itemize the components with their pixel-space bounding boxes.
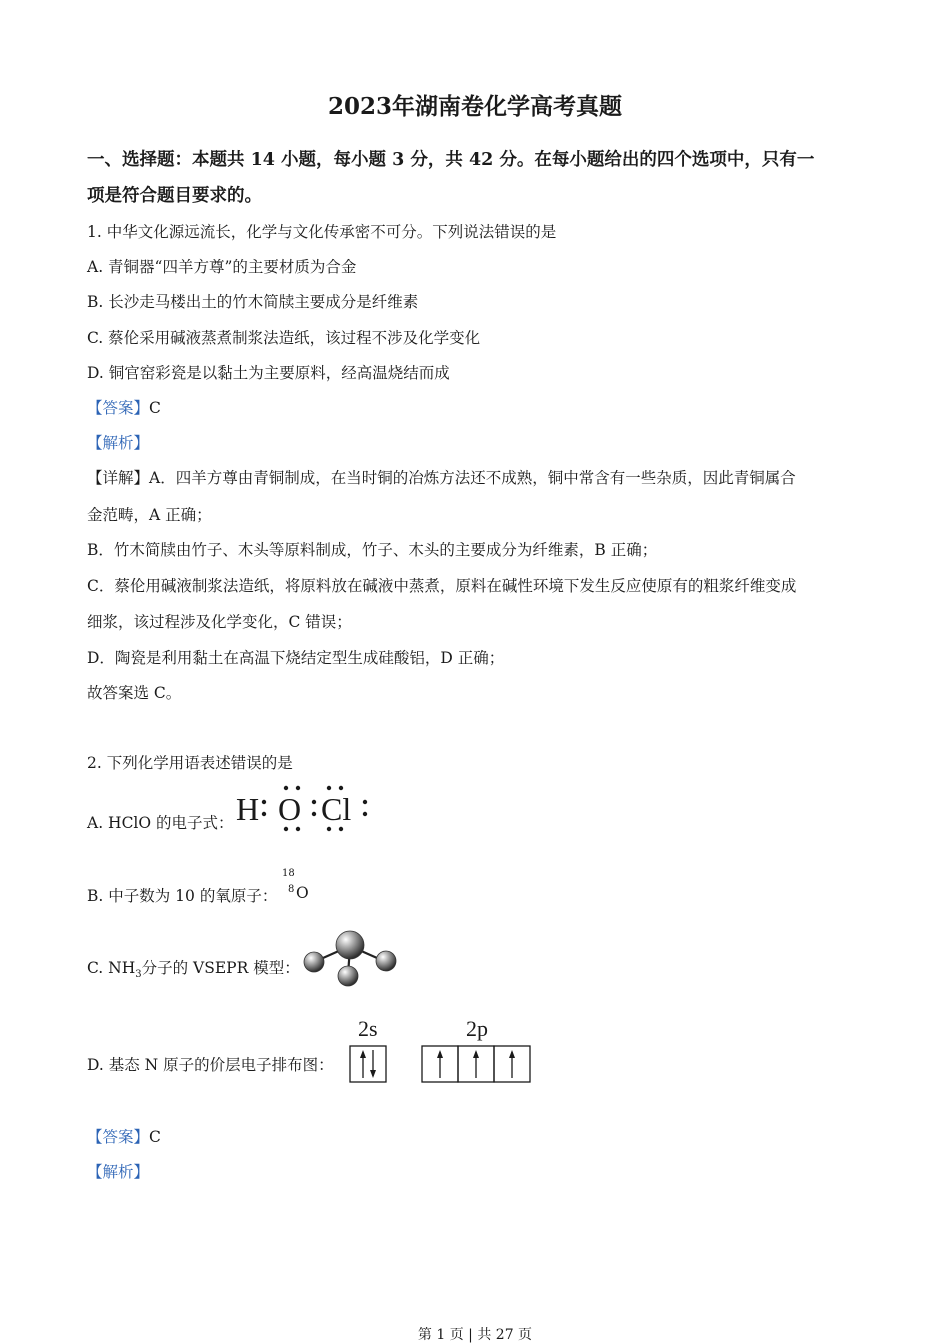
orbital-box-2s bbox=[350, 1046, 386, 1082]
orbital-label-2s: 2s bbox=[358, 1016, 378, 1041]
q2-answer bbox=[87, 1125, 161, 1147]
q1-option-c: C. 蔡伦采用碱液蒸煮制浆法造纸，该过程不涉及化学变化 bbox=[87, 329, 481, 347]
answer-value: C bbox=[149, 1128, 161, 1146]
detail-tag: 【详解】 bbox=[87, 469, 150, 487]
nh3-vsepr-model-icon bbox=[298, 928, 402, 992]
q2-stem: 2. 下列化学用语表述错误的是 bbox=[87, 754, 293, 772]
q1-option-d: D. 铜官窑彩瓷是以黏土为主要原料，经高温烧结而成 bbox=[87, 364, 450, 382]
q1-option-a: A. 青铜器“四羊方尊”的主要材质为合金 bbox=[87, 258, 357, 276]
answer-tag: 【答案】 bbox=[87, 399, 150, 417]
c-label-pre: C. NH bbox=[87, 959, 136, 977]
q1-analysis-tag: 【解析】 bbox=[87, 434, 150, 452]
answer-value: C bbox=[149, 399, 161, 417]
answer-tag: 【答案】 bbox=[87, 1128, 150, 1146]
isotope-atomic-number: 8 bbox=[288, 884, 295, 895]
q2-option-a-label: A. HClO 的电子式： bbox=[87, 814, 234, 832]
hclo-electron-formula bbox=[232, 780, 382, 836]
orbital-label-2p: 2p bbox=[466, 1016, 488, 1041]
c-label-post: 分子的 VSEPR 模型： bbox=[141, 959, 300, 977]
c-label-sub: 3 bbox=[135, 969, 142, 981]
q2-option-d-label: D. 基态 N 原子的价层电子排布图： bbox=[87, 1056, 334, 1074]
q1-conclusion: 故答案选 C。 bbox=[87, 684, 182, 702]
atom-h: H bbox=[236, 791, 260, 827]
q1-detail-b: B．竹木简牍由竹子、木头等原料制成，竹子、木头的主要成分为纤维素，B 正确； bbox=[87, 541, 658, 559]
q1-detail-d: D．陶瓷是利用黏土在高温下烧结定型生成硅酸铝，D 正确； bbox=[87, 649, 505, 667]
atom-cl: Cl bbox=[321, 791, 352, 827]
q1-detail-a-line1 bbox=[87, 466, 796, 488]
q1-option-b: B. 长沙走马楼出土的竹木简牍主要成分是纤维素 bbox=[87, 293, 419, 311]
section-heading-line1: 一、选择题：本题共 14 小题，每小题 3 分，共 42 分。在每小题给出的四个选项中，只有一 bbox=[87, 150, 815, 170]
q1-detail-a-line2: 金范畴，A 正确； bbox=[87, 506, 212, 524]
orbital-diagram bbox=[346, 1014, 536, 1086]
q1-detail-c-line2: 细浆，该过程涉及化学变化，C 错误； bbox=[87, 613, 352, 631]
q2-analysis-tag: 【解析】 bbox=[87, 1163, 150, 1181]
page-footer: 第 1 页 | 共 27 页 bbox=[417, 1327, 533, 1343]
atom-o: O bbox=[278, 791, 302, 827]
isotope-symbol: O bbox=[296, 884, 309, 902]
page-title: 2023年湖南卷化学高考真题 bbox=[327, 93, 622, 120]
section-heading-line2: 项是符合题目要求的。 bbox=[87, 186, 262, 206]
q1-stem: 1. 中华文化源远流长，化学与文化传承密不可分。下列说法错误的是 bbox=[87, 223, 557, 241]
isotope-mass-number: 18 bbox=[282, 868, 295, 879]
q1-detail-c-line1: C．蔡伦用碱液制浆法造纸，将原料放在碱液中蒸煮，原料在碱性环境下发生反应使原有的粗浆纤维变成 bbox=[87, 577, 797, 595]
detail-a-text: A．四羊方尊由青铜制成，在当时铜的冶炼方法还不成熟，铜中常含有一些杂质，因此青铜属合 bbox=[149, 469, 796, 487]
q2-option-c-label bbox=[87, 956, 300, 980]
q1-answer bbox=[87, 396, 161, 418]
q2-option-b-label: B. 中子数为 10 的氧原子： bbox=[87, 887, 278, 905]
